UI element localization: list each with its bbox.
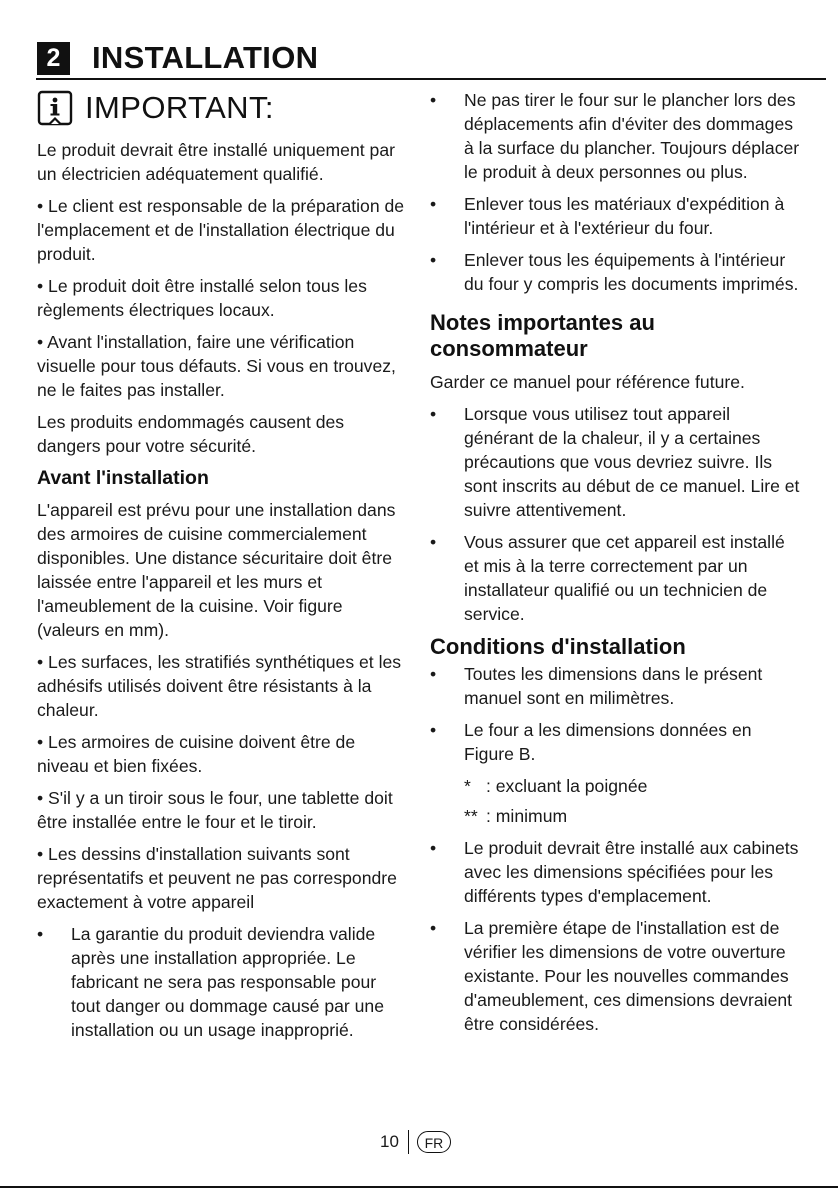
bullet-mark: • [430, 250, 437, 270]
info-icon [37, 90, 73, 126]
intro-paragraph: Les produits endommagés causent des dangers pour votre sécurité. [37, 412, 345, 456]
list-item [430, 530, 802, 626]
footnote-text: : excluant la poignée [486, 776, 648, 796]
list-item [37, 922, 409, 1042]
list-item [430, 402, 802, 522]
bullet-mark: • [430, 664, 437, 684]
intro-paragraph: • Le produit doit être installé selon tous les règlements électriques locaux. [37, 276, 367, 320]
list-item-text: Enlever tous les équipements à l'intérieur du four y compris les documents imprimés. [464, 250, 799, 294]
footnote-handle [430, 774, 802, 798]
right-column [430, 88, 802, 1044]
list-item [430, 916, 802, 1036]
important-title: IMPORTANT: [85, 90, 274, 125]
warranty-list [37, 922, 409, 1042]
list-item [430, 248, 802, 296]
list-item [430, 192, 802, 240]
before-install-paragraph: • S'il y a un tiroir sous le four, une tablette doit être installée entre le four et le tiroir. [37, 788, 393, 832]
intro-paragraph: • Le client est responsable de la préparation de l'emplacement et de l'installation électrique du produit. [37, 196, 405, 264]
before-install-paragraph: • Les dessins d'installation suivants sont représentatifs et peuvent ne pas correspondre exactement à votre appareil [37, 844, 397, 912]
handling-list [430, 88, 802, 296]
footer-divider [408, 1130, 409, 1154]
bullet-mark: • [430, 404, 437, 424]
list-item-text: Ne pas tirer le four sur le plancher lors des déplacements afin d'éviter des dommages à la surface du plancher. Toujours déplacer le produit à deux personnes ou plus. [464, 90, 800, 182]
language-badge: FR [417, 1131, 451, 1153]
bullet-mark: • [430, 918, 437, 938]
list-item [430, 662, 802, 710]
list-item [430, 88, 802, 184]
list-item-text: Enlever tous les matériaux d'expédition à l'intérieur et à l'extérieur du four. [464, 194, 785, 238]
list-item-text: Le produit devrait être installé aux cabinets avec les dimensions spécifiées pour les différents types d'emplacement. [464, 838, 799, 906]
before-install-paragraph: • Les surfaces, les stratifiés synthétiques et les adhésifs utilisés doivent être résistants à la chaleur. [37, 652, 402, 720]
page-number: 10 [380, 1132, 399, 1151]
list-item [430, 718, 802, 766]
bullet-mark: • [430, 194, 437, 214]
list-item-text: La première étape de l'installation est de vérifier les dimensions de votre ouverture existante. Pour les nouvelles commandes d'ameublement, ces dimensions devraient être considérées. [464, 918, 793, 1034]
footnote-text: : minimum [486, 806, 568, 826]
bullet-mark: • [430, 90, 437, 110]
important-heading [37, 86, 409, 130]
installation-conditions-heading: Conditions d'installation [430, 634, 686, 659]
footnote-mark: * [464, 776, 471, 796]
before-installation-heading: Avant l'installation [37, 467, 209, 489]
left-column [37, 86, 409, 1050]
bottom-rule [0, 1186, 838, 1188]
page-footer [380, 1129, 451, 1155]
conditions-list-continued [430, 836, 802, 1036]
list-item [430, 836, 802, 908]
consumer-notes-intro: Garder ce manuel pour référence future. [430, 372, 745, 392]
consumer-notes-heading: Notes importantes au consommateur [430, 310, 655, 361]
bullet-mark: • [430, 720, 437, 740]
section-header [36, 40, 826, 80]
list-item-text: Lorsque vous utilisez tout appareil générant de la chaleur, il y a certaines précautions que vous devriez suivre. Ils sont inscrits au début de ce manuel. Lire et suivre attentivement. [464, 404, 800, 520]
footnote-mark: ** [464, 806, 478, 826]
before-install-paragraph: L'appareil est prévu pour une installation dans des armoires de cuisine commercialement disponibles. Une distance sécuritaire doit être laissée entre l'appareil et les murs et l'ameublement de la cuisine. Voir figure (valeurs en mm). [37, 500, 396, 640]
footnote-minimum [430, 804, 802, 828]
bullet-mark: • [37, 924, 44, 944]
before-install-paragraph: • Les armoires de cuisine doivent être de niveau et bien fixées. [37, 732, 356, 776]
conditions-list [430, 662, 802, 766]
list-item-text: La garantie du produit deviendra valide après une installation appropriée. Le fabricant ne sera pas responsable pour tout danger ou dommage causé par une installation ou un usage inapproprié. [71, 924, 384, 1040]
consumer-notes-list [430, 402, 802, 626]
bullet-mark: • [430, 838, 437, 858]
intro-paragraph: Le produit devrait être installé uniquement par un électricien adéquatement qualifié. [37, 140, 395, 184]
list-item-text: Toutes les dimensions dans le présent manuel sont en milimètres. [464, 664, 763, 708]
list-item-text: Le four a les dimensions données en Figure B. [464, 720, 752, 764]
list-item-text: Vous assurer que cet appareil est installé et mis à la terre correctement par un installateur qualifié ou un technicien de service. [464, 532, 785, 624]
chapter-title: INSTALLATION [92, 40, 319, 75]
bullet-mark: • [430, 532, 437, 552]
chapter-number: 2 [37, 42, 70, 75]
intro-paragraph: • Avant l'installation, faire une vérification visuelle pour tous défauts. Si vous en trouvez, ne le faites pas installer. [37, 332, 396, 400]
